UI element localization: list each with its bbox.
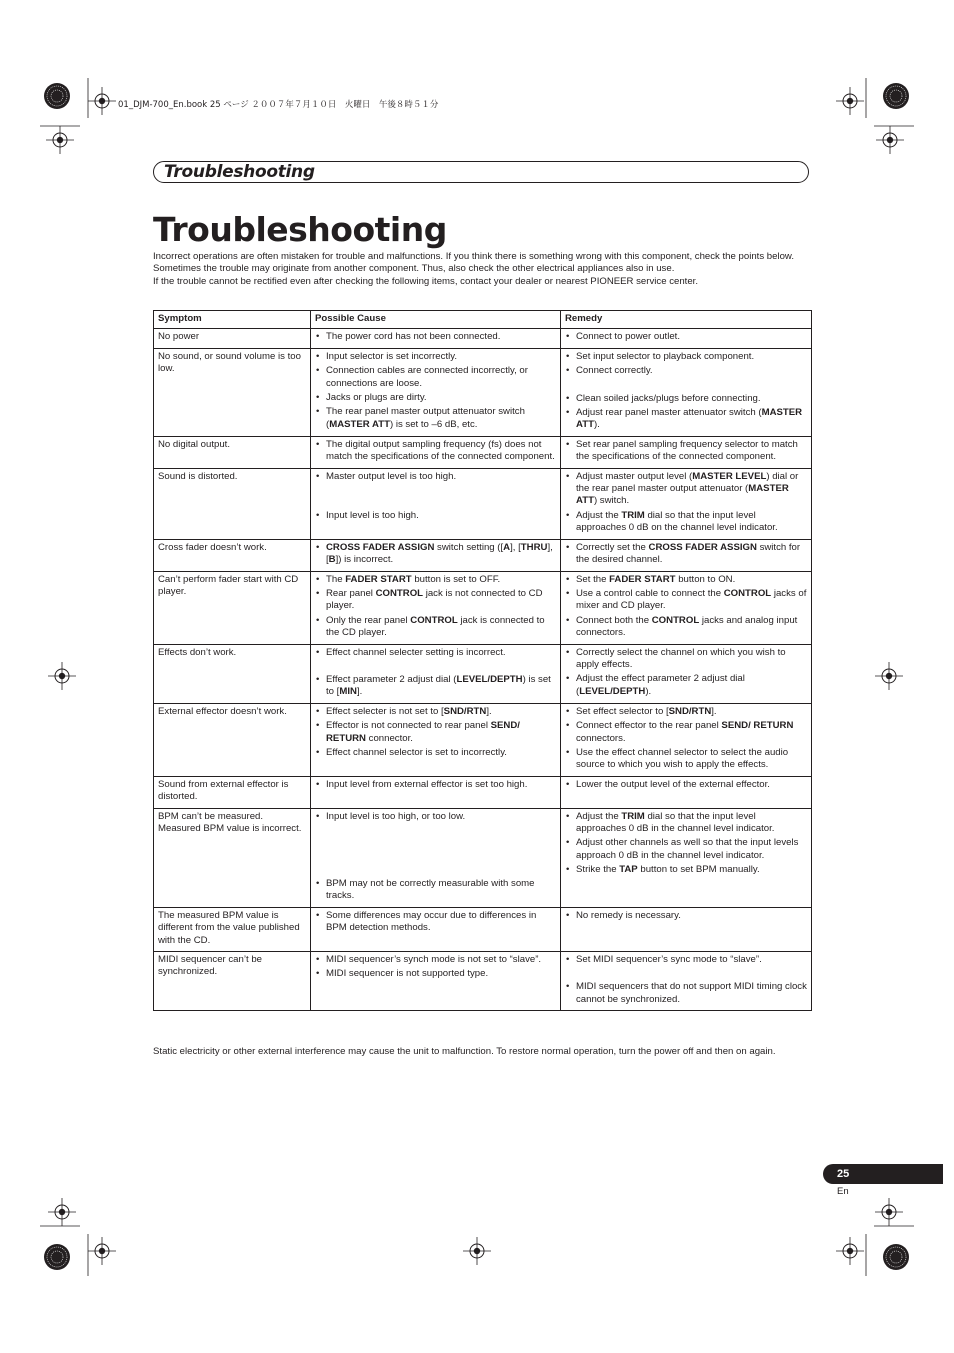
remedy-item: • Set rear panel sampling frequency selector to match the specifications of the connected component. bbox=[565, 439, 807, 464]
cause-item: • Effect channel selecter setting is incorrect. bbox=[315, 647, 556, 659]
cause-cell bbox=[311, 907, 561, 951]
cause-list bbox=[315, 779, 556, 791]
table-row bbox=[154, 952, 812, 1011]
table-row bbox=[154, 571, 812, 644]
cause-item: • Effect channel selector is set to incorrectly. bbox=[315, 747, 556, 759]
cause-list bbox=[315, 811, 556, 903]
cause-list bbox=[315, 954, 556, 981]
remedy-item: • Adjust the TRIM dial so that the input level approaches 0 dB on the channel level indicator. bbox=[565, 510, 807, 535]
cause-item: • The FADER START button is set to OFF. bbox=[315, 574, 556, 586]
cause-cell bbox=[311, 348, 561, 436]
cause-item: • Input level from external effector is set too high. bbox=[315, 779, 556, 791]
remedy-list bbox=[565, 910, 807, 922]
remedy-item: • Connect both the CONTROL jacks and analog input connectors. bbox=[565, 615, 807, 640]
symptom-cell: Can’t perform fader start with CD player. bbox=[154, 571, 311, 644]
remedy-cell bbox=[561, 808, 812, 907]
cause-list bbox=[315, 439, 556, 464]
table-row bbox=[154, 703, 812, 776]
table-row bbox=[154, 539, 812, 571]
remedy-item: • Lower the output level of the external effector. bbox=[565, 779, 807, 791]
remedy-cell bbox=[561, 539, 812, 571]
cause-item: • MIDI sequencer’s synch mode is not set to “slave”. bbox=[315, 954, 556, 966]
cause-item: • Rear panel CONTROL jack is not connected to CD player. bbox=[315, 588, 556, 613]
remedy-cell bbox=[561, 348, 812, 436]
remedy-cell bbox=[561, 436, 812, 468]
remedy-item: • No remedy is necessary. bbox=[565, 910, 807, 922]
table-row bbox=[154, 436, 812, 468]
cause-item: • Master output level is too high. bbox=[315, 471, 556, 483]
cause-item: • Input level is too high. bbox=[315, 510, 556, 522]
remedy-list bbox=[565, 779, 807, 791]
remedy-cell bbox=[561, 644, 812, 703]
section-header bbox=[153, 161, 809, 183]
cause-cell bbox=[311, 776, 561, 808]
remedy-item: • Adjust rear panel master attenuator switch (MASTER ATT). bbox=[565, 407, 807, 432]
remedy-item: • Adjust the effect parameter 2 adjust dial (LEVEL/DEPTH). bbox=[565, 673, 807, 698]
remedy-cell bbox=[561, 329, 812, 348]
print-info: 01_DJM-700_En.book 25 ページ ２００７年７月１０日 火曜日 午後８時５１分 bbox=[118, 100, 439, 110]
remedy-list bbox=[565, 647, 807, 699]
cause-cell bbox=[311, 644, 561, 703]
cause-list bbox=[315, 706, 556, 760]
remedy-list bbox=[565, 331, 807, 343]
intro-text bbox=[153, 251, 813, 288]
symptom-cell: Sound from external effector is distorted. bbox=[154, 776, 311, 808]
page-language: En bbox=[837, 1186, 849, 1197]
column-header-symptom: Symptom bbox=[154, 311, 311, 329]
table-row bbox=[154, 776, 812, 808]
cause-item: • Input selector is set incorrectly. bbox=[315, 351, 556, 363]
cause-list bbox=[315, 574, 556, 640]
cause-list bbox=[315, 647, 556, 699]
closing-note: Static electricity or other external interference may cause the unit to malfunction. To restore normal operation, turn the power off and then on again. bbox=[153, 1046, 776, 1057]
intro-paragraph: Incorrect operations are often mistaken for trouble and malfunctions. If you think there is something wrong with this component, check the points below. Sometimes the trouble may originate from another component. Thus, also check the other electrical appliances also in use. bbox=[153, 251, 794, 275]
remedy-list bbox=[565, 574, 807, 640]
cause-item: • Only the rear panel CONTROL jack is connected to the CD player. bbox=[315, 615, 556, 640]
remedy-item: • Strike the TAP button to set BPM manually. bbox=[565, 864, 807, 876]
symptom-cell: MIDI sequencer can’t be synchronized. bbox=[154, 952, 311, 1011]
remedy-cell bbox=[561, 776, 812, 808]
cause-item: • MIDI sequencer is not supported type. bbox=[315, 968, 556, 980]
remedy-cell bbox=[561, 571, 812, 644]
cause-item: • BPM may not be correctly measurable with some tracks. bbox=[315, 878, 556, 903]
symptom-cell: Effects don’t work. bbox=[154, 644, 311, 703]
cause-list bbox=[315, 542, 556, 567]
remedy-item: • Clean soiled jacks/plugs before connecting. bbox=[565, 393, 807, 405]
symptom-cell: No digital output. bbox=[154, 436, 311, 468]
table-row bbox=[154, 348, 812, 436]
table-row bbox=[154, 808, 812, 907]
cause-item: • The rear panel master output attenuator switch (MASTER ATT) is set to –6 dB, etc. bbox=[315, 406, 556, 431]
cause-cell bbox=[311, 436, 561, 468]
cause-item: • Effect parameter 2 adjust dial (LEVEL/DEPTH) is set to [MIN]. bbox=[315, 674, 556, 699]
remedy-item: • Correctly set the CROSS FADER ASSIGN switch for the desired channel. bbox=[565, 542, 807, 567]
remedy-item: • Connect correctly. bbox=[565, 365, 807, 377]
remedy-list bbox=[565, 439, 807, 464]
remedy-item: • Adjust other channels as well so that the input levels approach 0 dB in the channel level indicator. bbox=[565, 837, 807, 862]
cause-item: • Input level is too high, or too low. bbox=[315, 811, 556, 823]
remedy-list bbox=[565, 471, 807, 535]
remedy-item: • Set effect selector to [SND/RTN]. bbox=[565, 706, 807, 718]
remedy-list bbox=[565, 954, 807, 1006]
remedy-item: • Set input selector to playback component. bbox=[565, 351, 807, 363]
remedy-item: • Use a control cable to connect the CONTROL jacks of mixer and CD player. bbox=[565, 588, 807, 613]
cause-item: • CROSS FADER ASSIGN switch setting ([A], [THRU], [B]) is incorrect. bbox=[315, 542, 556, 567]
remedy-item: • Use the effect channel selector to select the audio source to which you wish to apply the effects. bbox=[565, 747, 807, 772]
remedy-item: • MIDI sequencers that do not support MIDI timing clock cannot be synchronized. bbox=[565, 981, 807, 1006]
table-row bbox=[154, 329, 812, 348]
table-row bbox=[154, 468, 812, 539]
remedy-list bbox=[565, 542, 807, 567]
page-number: 25 bbox=[837, 1168, 850, 1180]
cause-list bbox=[315, 910, 556, 935]
cause-item: • Jacks or plugs are dirty. bbox=[315, 392, 556, 404]
cause-list bbox=[315, 471, 556, 523]
table-body bbox=[154, 329, 812, 1011]
symptom-cell: BPM can’t be measured. Measured BPM value is incorrect. bbox=[154, 808, 311, 907]
symptom-cell: The measured BPM value is different from the value published with the CD. bbox=[154, 907, 311, 951]
symptom-cell: Cross fader doesn’t work. bbox=[154, 539, 311, 571]
remedy-item: • Set the FADER START button to ON. bbox=[565, 574, 807, 586]
page-title: Troubleshooting bbox=[153, 210, 447, 249]
cause-cell bbox=[311, 808, 561, 907]
cause-cell bbox=[311, 329, 561, 348]
remedy-cell bbox=[561, 703, 812, 776]
table-row bbox=[154, 907, 812, 951]
cause-cell bbox=[311, 952, 561, 1011]
column-header-remedy: Remedy bbox=[561, 311, 812, 329]
cause-cell bbox=[311, 539, 561, 571]
remedy-list bbox=[565, 351, 807, 432]
remedy-item: • Adjust master output level (MASTER LEVEL) dial or the rear panel master output attenuator (MASTER ATT) switch. bbox=[565, 471, 807, 508]
remedy-cell bbox=[561, 907, 812, 951]
symptom-cell: No sound, or sound volume is too low. bbox=[154, 348, 311, 436]
remedy-item: • Correctly select the channel on which you wish to apply effects. bbox=[565, 647, 807, 672]
symptom-cell: Sound is distorted. bbox=[154, 468, 311, 539]
page-number-tab bbox=[823, 1164, 943, 1184]
symptom-cell: External effector doesn’t work. bbox=[154, 703, 311, 776]
table-header-row bbox=[154, 311, 812, 329]
column-header-cause: Possible Cause bbox=[311, 311, 561, 329]
table-row bbox=[154, 644, 812, 703]
cause-item: • Connection cables are connected incorrectly, or connections are loose. bbox=[315, 365, 556, 390]
intro-paragraph: If the trouble cannot be rectified even after checking the following items, contact your dealer or nearest PIONEER service center. bbox=[153, 275, 698, 287]
cause-list bbox=[315, 351, 556, 431]
remedy-cell bbox=[561, 468, 812, 539]
cause-cell bbox=[311, 571, 561, 644]
section-header-label: Troubleshooting bbox=[164, 162, 315, 182]
remedy-item: • Connect to power outlet. bbox=[565, 331, 807, 343]
remedy-item: • Adjust the TRIM dial so that the input level approaches 0 dB in the channel level indicator. bbox=[565, 811, 807, 836]
cause-item: • Effect selecter is not set to [SND/RTN]. bbox=[315, 706, 556, 718]
remedy-item: • Connect effector to the rear panel SEND/ RETURN connectors. bbox=[565, 720, 807, 745]
cause-item: • The power cord has not been connected. bbox=[315, 331, 556, 343]
cause-cell bbox=[311, 703, 561, 776]
cause-cell bbox=[311, 468, 561, 539]
cause-item: • Some differences may occur due to differences in BPM detection methods. bbox=[315, 910, 556, 935]
cause-list bbox=[315, 331, 556, 343]
troubleshooting-table bbox=[153, 310, 812, 1011]
remedy-list bbox=[565, 706, 807, 772]
cause-item: • The digital output sampling frequency (fs) does not match the specifications of the connected component. bbox=[315, 439, 556, 464]
remedy-item: • Set MIDI sequencer’s sync mode to “slave”. bbox=[565, 954, 807, 966]
cause-item: • Effector is not connected to rear panel SEND/ RETURN connector. bbox=[315, 720, 556, 745]
remedy-cell bbox=[561, 952, 812, 1011]
remedy-list bbox=[565, 811, 807, 877]
symptom-cell: No power bbox=[154, 329, 311, 348]
